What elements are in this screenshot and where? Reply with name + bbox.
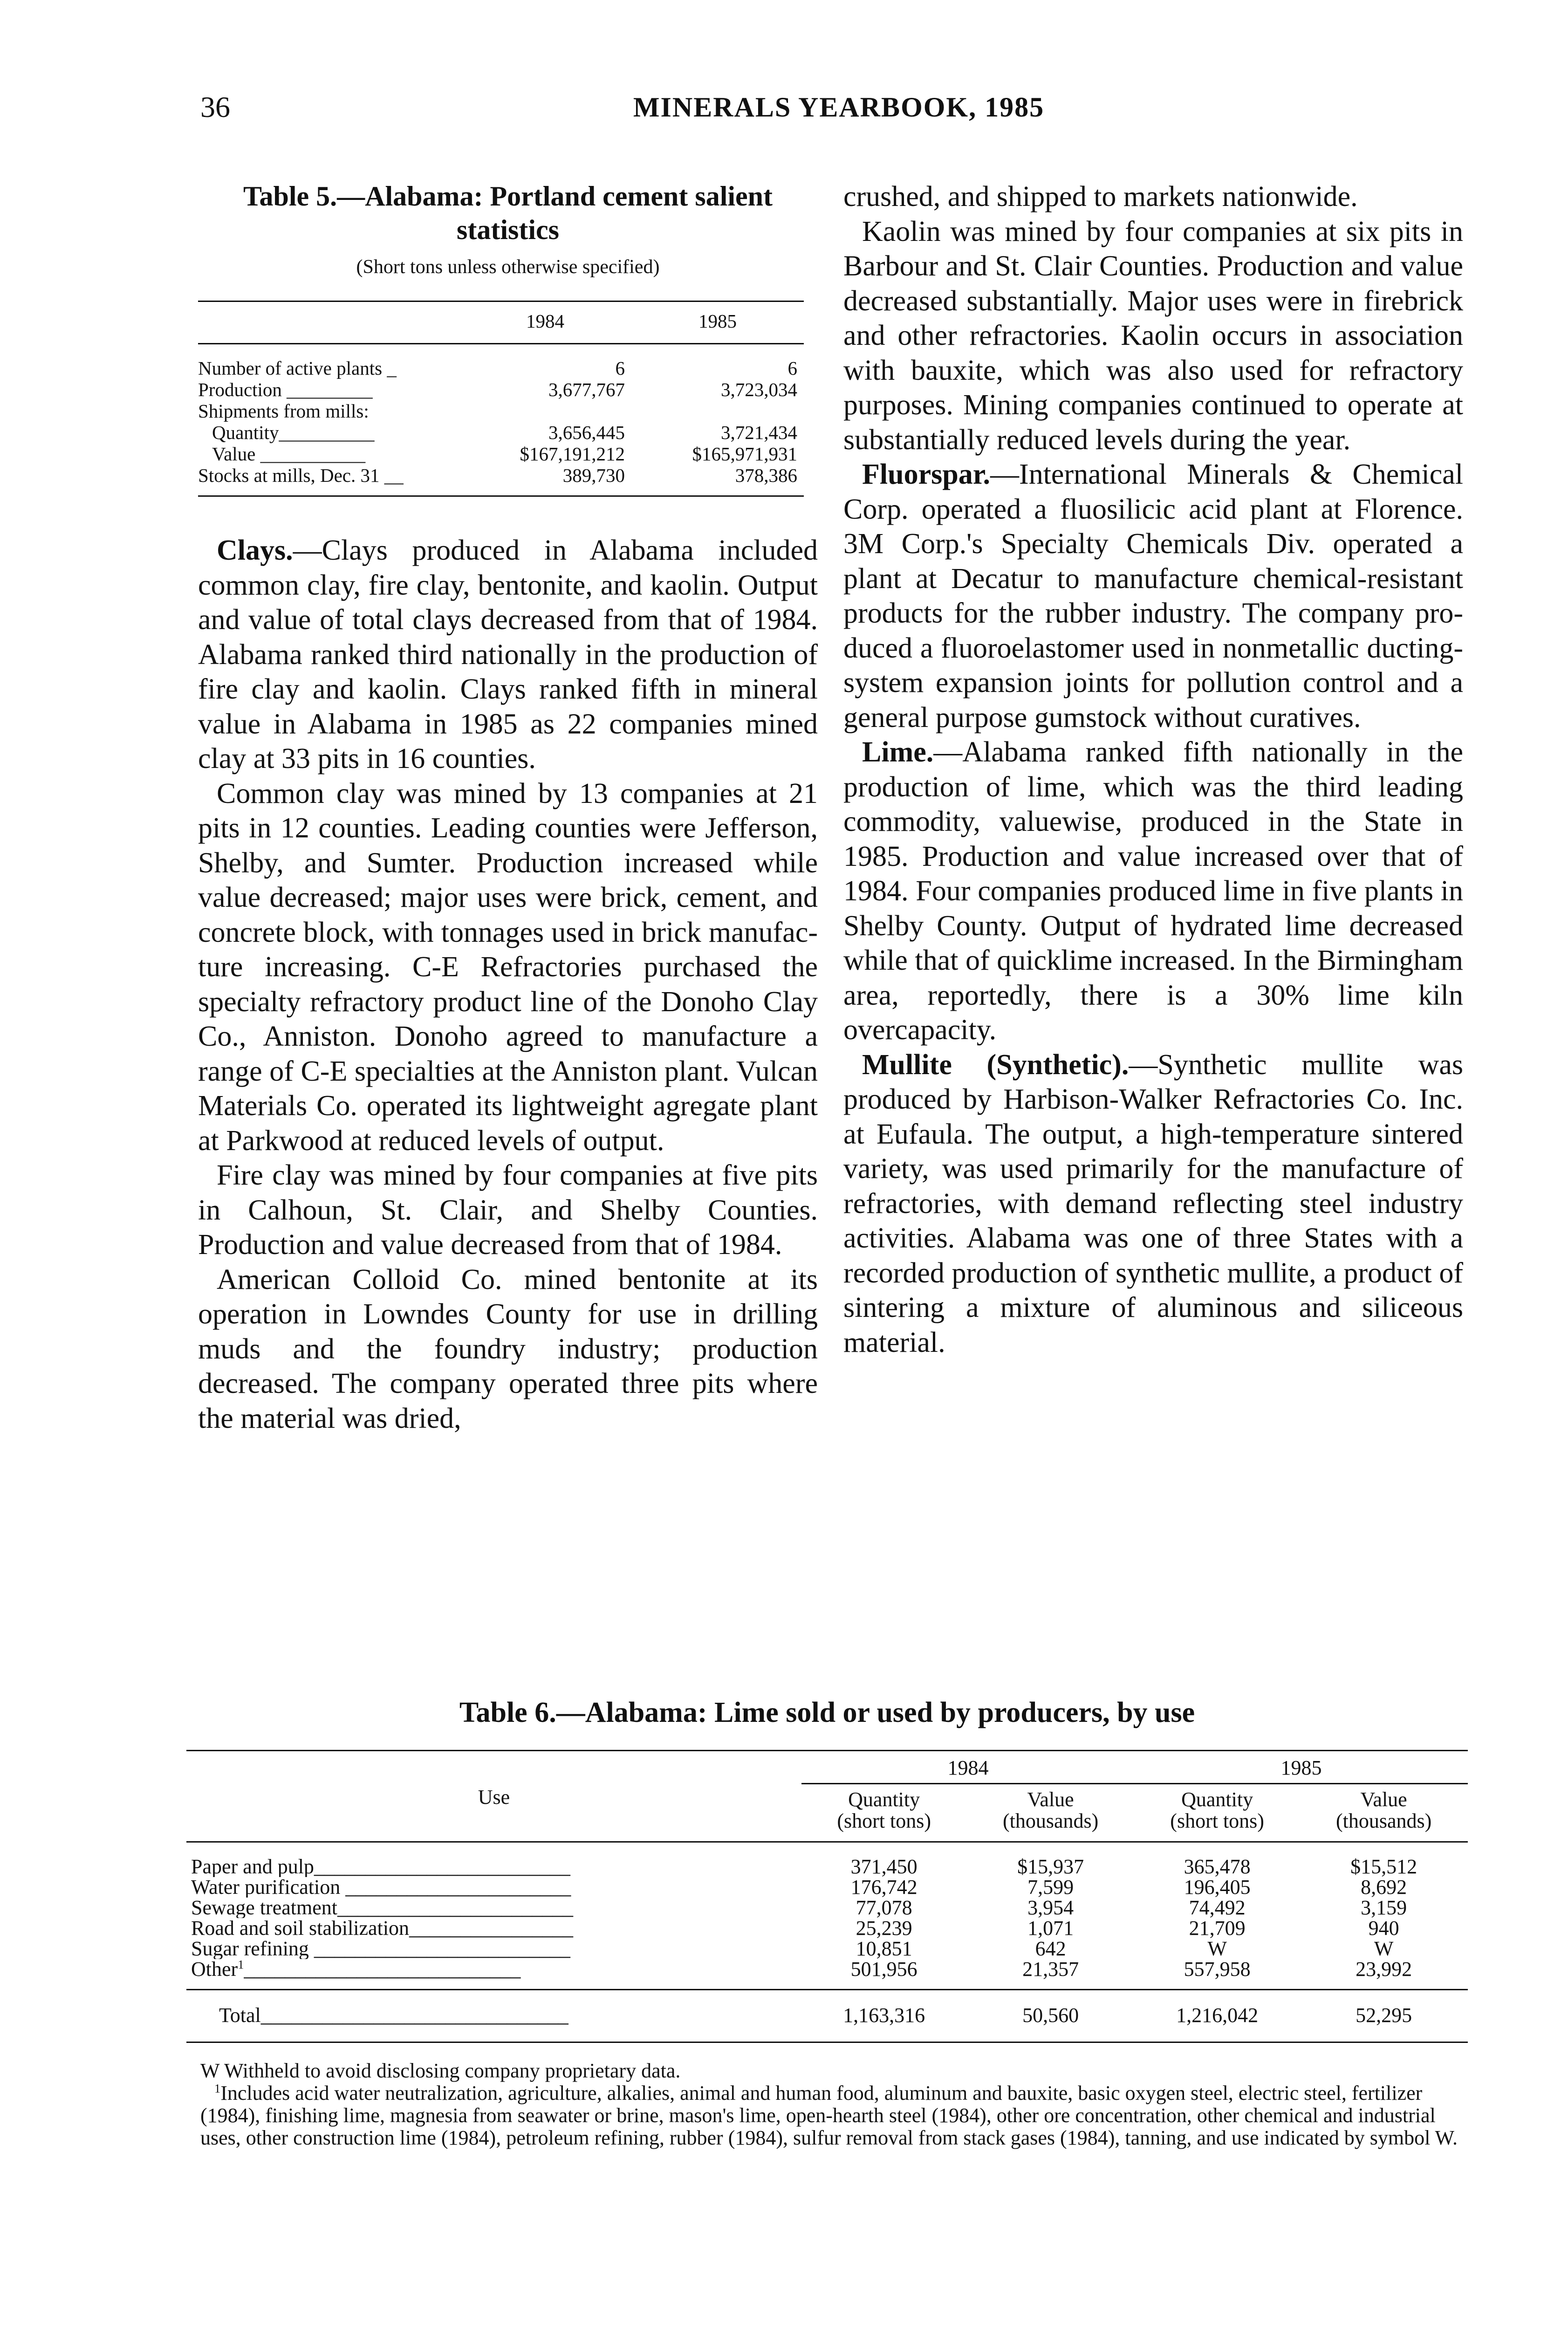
table-row xyxy=(198,422,804,443)
table-5-grid xyxy=(198,301,804,497)
table-5-col-1984: 1984 xyxy=(459,302,631,344)
value-1985: 8,692 xyxy=(1361,1876,1407,1898)
table-row xyxy=(198,443,804,465)
clays-paragraph xyxy=(198,533,818,776)
quantity-label: Quantity xyxy=(848,1788,920,1811)
cell-1985: 6 xyxy=(787,357,797,379)
quantity-1985: 365,478 xyxy=(1184,1855,1251,1878)
cell-1984: 3,656,445 xyxy=(548,422,625,443)
table-6-year-row xyxy=(186,1751,1468,1784)
row-label: Value ___________ xyxy=(212,443,366,465)
cell-1985 xyxy=(631,400,804,422)
clays-heading: Clays. xyxy=(217,535,293,566)
table-5-blank-header xyxy=(198,302,459,344)
row-label: Number of active plants _ xyxy=(198,357,397,379)
table-6-grid xyxy=(186,1750,1468,2043)
cell-1984: 3,677,767 xyxy=(548,379,625,400)
table-5-subtitle: (Short tons unless otherwise specified) xyxy=(356,256,660,278)
right-column xyxy=(843,179,1463,1360)
value-1985: W xyxy=(1374,1937,1394,1960)
page-header xyxy=(0,86,1568,128)
value-1984: $15,937 xyxy=(1017,1855,1084,1878)
value-1985: $15,512 xyxy=(1350,1855,1417,1878)
cell-1984: $167,191,212 xyxy=(520,443,625,465)
table-row xyxy=(198,400,804,422)
table-6-footnotes xyxy=(186,2060,1468,2149)
table-5-header-row xyxy=(198,302,804,344)
table-row xyxy=(186,1959,1468,1990)
quantity-1984: 501,956 xyxy=(850,1958,918,1980)
page-number: 36 xyxy=(200,90,230,123)
value-unit: (thousands) xyxy=(1335,1809,1432,1832)
total-row xyxy=(186,1990,1468,2042)
row-label: Water purification ______________________ xyxy=(191,1877,571,1898)
table-row xyxy=(186,1898,1468,1918)
footnote-1-text: Includes acid water neutralization, agriculture, alkalies, animal and human food, aluminum and bauxite, basic oxygen steel, electric steel, fertilizer (1984), finishing lime, magnesia from seawater or brine, mason's lime, open-hearth steel (1984), other ore concentration, other chemical and industrial uses, other construction lime (1984), petroleum refining, rubber (1984), sulfur removal from stack gases (1984), tanning, and use indicated by symbol W. xyxy=(200,2082,1458,2149)
value-1985-header xyxy=(1300,1784,1468,1842)
quantity-1985: 196,405 xyxy=(1184,1876,1251,1898)
row-label-cell xyxy=(186,1959,801,1990)
cell-1985: 378,386 xyxy=(631,465,804,496)
fluorspar-paragraph xyxy=(843,457,1463,735)
cell-1984: 389,730 xyxy=(459,465,631,496)
quantity-1984: 371,450 xyxy=(850,1855,918,1878)
cell-1984: 6 xyxy=(615,357,625,379)
footnote-1 xyxy=(200,2082,1468,2149)
quantity-unit: (short tons) xyxy=(1170,1809,1264,1832)
total-value-1985: 52,295 xyxy=(1300,1990,1468,2042)
table-6 xyxy=(186,1694,1468,2149)
row-label: Road and soil stabilization________________ xyxy=(191,1918,574,1939)
value-1984: 7,599 xyxy=(1027,1876,1074,1898)
cell-1985: $165,971,931 xyxy=(692,443,797,465)
use-header: Use xyxy=(186,1751,801,1842)
row-label: Paper and pulp_________________________ xyxy=(191,1855,570,1877)
table-5 xyxy=(198,179,818,497)
table-row xyxy=(186,1939,1468,1959)
row-label: Other xyxy=(191,1959,238,1980)
lime-paragraph xyxy=(843,735,1463,1048)
row-label: Sugar refining _________________________ xyxy=(191,1939,570,1959)
lime-heading: Lime. xyxy=(862,736,934,768)
continuation-paragraph: crushed, and shipped to markets nationwide. xyxy=(843,181,1358,212)
row-label: Stocks at mills, Dec. 31 __ xyxy=(198,465,459,496)
quantity-label: Quantity xyxy=(1181,1788,1253,1811)
footnote-w: W Withheld to avoid disclosing company proprietary data. xyxy=(200,2059,681,2082)
quantity-1984: 176,742 xyxy=(850,1876,918,1898)
fire-clay-paragraph: Fire clay was mined by four companies at five pits in Calhoun, St. Clair, and Shelby Counties. Production and value decreased from that of 1984. xyxy=(198,1159,818,1261)
table-5-col-1985: 1985 xyxy=(631,302,804,344)
year-1984-header: 1984 xyxy=(801,1751,1135,1784)
value-1984: 21,357 xyxy=(1022,1958,1079,1980)
value-1984: 642 xyxy=(1035,1937,1066,1960)
value-unit: (thousands) xyxy=(1002,1809,1099,1832)
right-body-text xyxy=(843,179,1463,1360)
table-row xyxy=(198,379,804,400)
row-label: Shipments from mills: xyxy=(198,400,369,422)
quantity-1985-header xyxy=(1135,1784,1300,1842)
mullite-paragraph xyxy=(843,1048,1463,1360)
table-5-title: Table 5.—Alabama: Portland cement salient statistics xyxy=(243,181,773,245)
footnote-marker: 1 xyxy=(238,1959,244,1972)
quantity-1985: 21,709 xyxy=(1189,1917,1246,1939)
row-label: Sewage treatment_______________________ xyxy=(191,1898,573,1918)
value-1985: 3,159 xyxy=(1361,1896,1407,1919)
row-label-leader: ___________________________ xyxy=(244,1959,521,1980)
clays-body: —Clays produced in Alabama included common clay, fire clay, bentonite, and kaolin. Output and value of total clays decreased from that of 1984. Alabama ranked third nationally in the production of fire clay and kaolin. Clays ranked fifth in mineral value in Alabama in 1985 as 22 companies mined clay at 33 pits in 16 counties. xyxy=(198,535,818,774)
value-1984: 3,954 xyxy=(1027,1896,1074,1919)
value-1984: 1,071 xyxy=(1027,1917,1074,1939)
quantity-unit: (short tons) xyxy=(837,1809,931,1832)
fluorspar-heading: Fluorspar. xyxy=(862,459,991,490)
total-value-1984: 50,560 xyxy=(966,1990,1135,2042)
total-label: Total______________________________ xyxy=(186,1990,801,2042)
total-quantity-1985: 1,216,042 xyxy=(1135,1990,1300,2042)
footnote-1-marker: 1 xyxy=(214,2081,221,2096)
mullite-heading: Mullite (Synthetic). xyxy=(862,1048,1129,1081)
kaolin-paragraph: Kaolin was mined by four companies at six pits in Barbour and St. Clair Counties. Production and value decreased substantially. Major uses were in firebrick and other refractories. Kaolin occurs in association with bauxite, which was also used for refractory purposes. Mining companies continued to operate at substantially reduced levels during the year. xyxy=(843,215,1463,456)
row-label: Quantity__________ xyxy=(212,422,375,443)
value-label: Value xyxy=(1027,1788,1074,1811)
quantity-1984: 77,078 xyxy=(856,1896,912,1919)
cell-1985: 3,723,034 xyxy=(721,379,797,400)
quantity-1984: 25,239 xyxy=(856,1917,912,1939)
value-1985: 940 xyxy=(1368,1917,1399,1939)
quantity-1985: W xyxy=(1207,1937,1227,1960)
quantity-1985: 74,492 xyxy=(1189,1896,1246,1919)
cell-1985: 3,721,434 xyxy=(721,422,797,443)
left-body-text xyxy=(198,533,818,1436)
value-1985: 23,992 xyxy=(1356,1958,1412,1980)
mullite-body: —Synthetic mullite was produced by Harbison-Walker Refractories Co. Inc. at Eufaula. The output, a high-temperature sintered variety, was used primarily for the manufacture of refractories, with demand reflecting steel industry activities. Alabama was one of three States with a recorded production of synthetic mullite, a product of sintering a mixture of aluminous and siliceous material. xyxy=(843,1048,1464,1358)
quantity-1984: 10,851 xyxy=(856,1937,912,1960)
cell-1984 xyxy=(459,400,631,422)
left-column xyxy=(198,179,818,1436)
running-head: MINERALS YEARBOOK, 1985 xyxy=(633,92,1045,123)
quantity-1985: 557,958 xyxy=(1184,1958,1251,1980)
quantity-1984-header xyxy=(801,1784,966,1842)
row-label: Production _________ xyxy=(198,379,373,400)
bentonite-paragraph: American Colloid Co. mined bentonite at its operation in Lowndes County for use in drilling muds and the foundry industry; production decreased. The company operated three pits where the material was dried, xyxy=(198,1263,818,1434)
common-clay-paragraph: Common clay was mined by 13 companies at 21 pits in 12 counties. Leading counties were Jefferson, Shelby, and Sumter. Production increased while value decreased; major uses were brick, cement, and concrete block, with tonnages used in brick manufacture increasing. C-E Refractories purchased the specialty refractory product line of the Donoho Clay Co., Anniston. Donoho agreed to manufacture a range of C-E specialties at the Anniston plant. Vulcan Materials Co. operated its lightweight agregate plant at Parkwood at reduced levels of output. xyxy=(198,777,818,1157)
year-1985-header: 1985 xyxy=(1135,1751,1468,1784)
table-row xyxy=(186,1918,1468,1939)
fluorspar-body: —International Minerals & Chemical Corp. operated a fluosilicic acid plant at Florence. 3M Corp.'s Specialty Chemicals Div. operated a plant at Decatur to manufacture chemical-resistant products for the rubber industry. The company produced a fluoroelastomer used in nonmetallic ducting-system expansion joints for pollution control and a general purpose gumstock without curatives. xyxy=(843,459,1463,733)
table-row xyxy=(186,1842,1468,1878)
value-label: Value xyxy=(1360,1788,1407,1811)
value-1984-header xyxy=(966,1784,1135,1842)
table-row xyxy=(186,1877,1468,1898)
total-quantity-1984: 1,163,316 xyxy=(801,1990,966,2042)
lime-body: —Alabama ranked fifth nationally in the production of lime, which was the third leading commodity, valuewise, produced in the State in 1985. Production and value increased over that of 1984. Four companies produced lime in five plants in Shelby County. Output of hydrated lime decreased while that of quicklime increased. In the Birmingham area, reportedly, there is a 30% lime kiln overcapacity. xyxy=(843,736,1463,1046)
table-row xyxy=(198,344,804,379)
table-6-title: Table 6.—Alabama: Lime sold or used by producers, by use xyxy=(459,1697,1195,1728)
table-row xyxy=(198,465,804,496)
